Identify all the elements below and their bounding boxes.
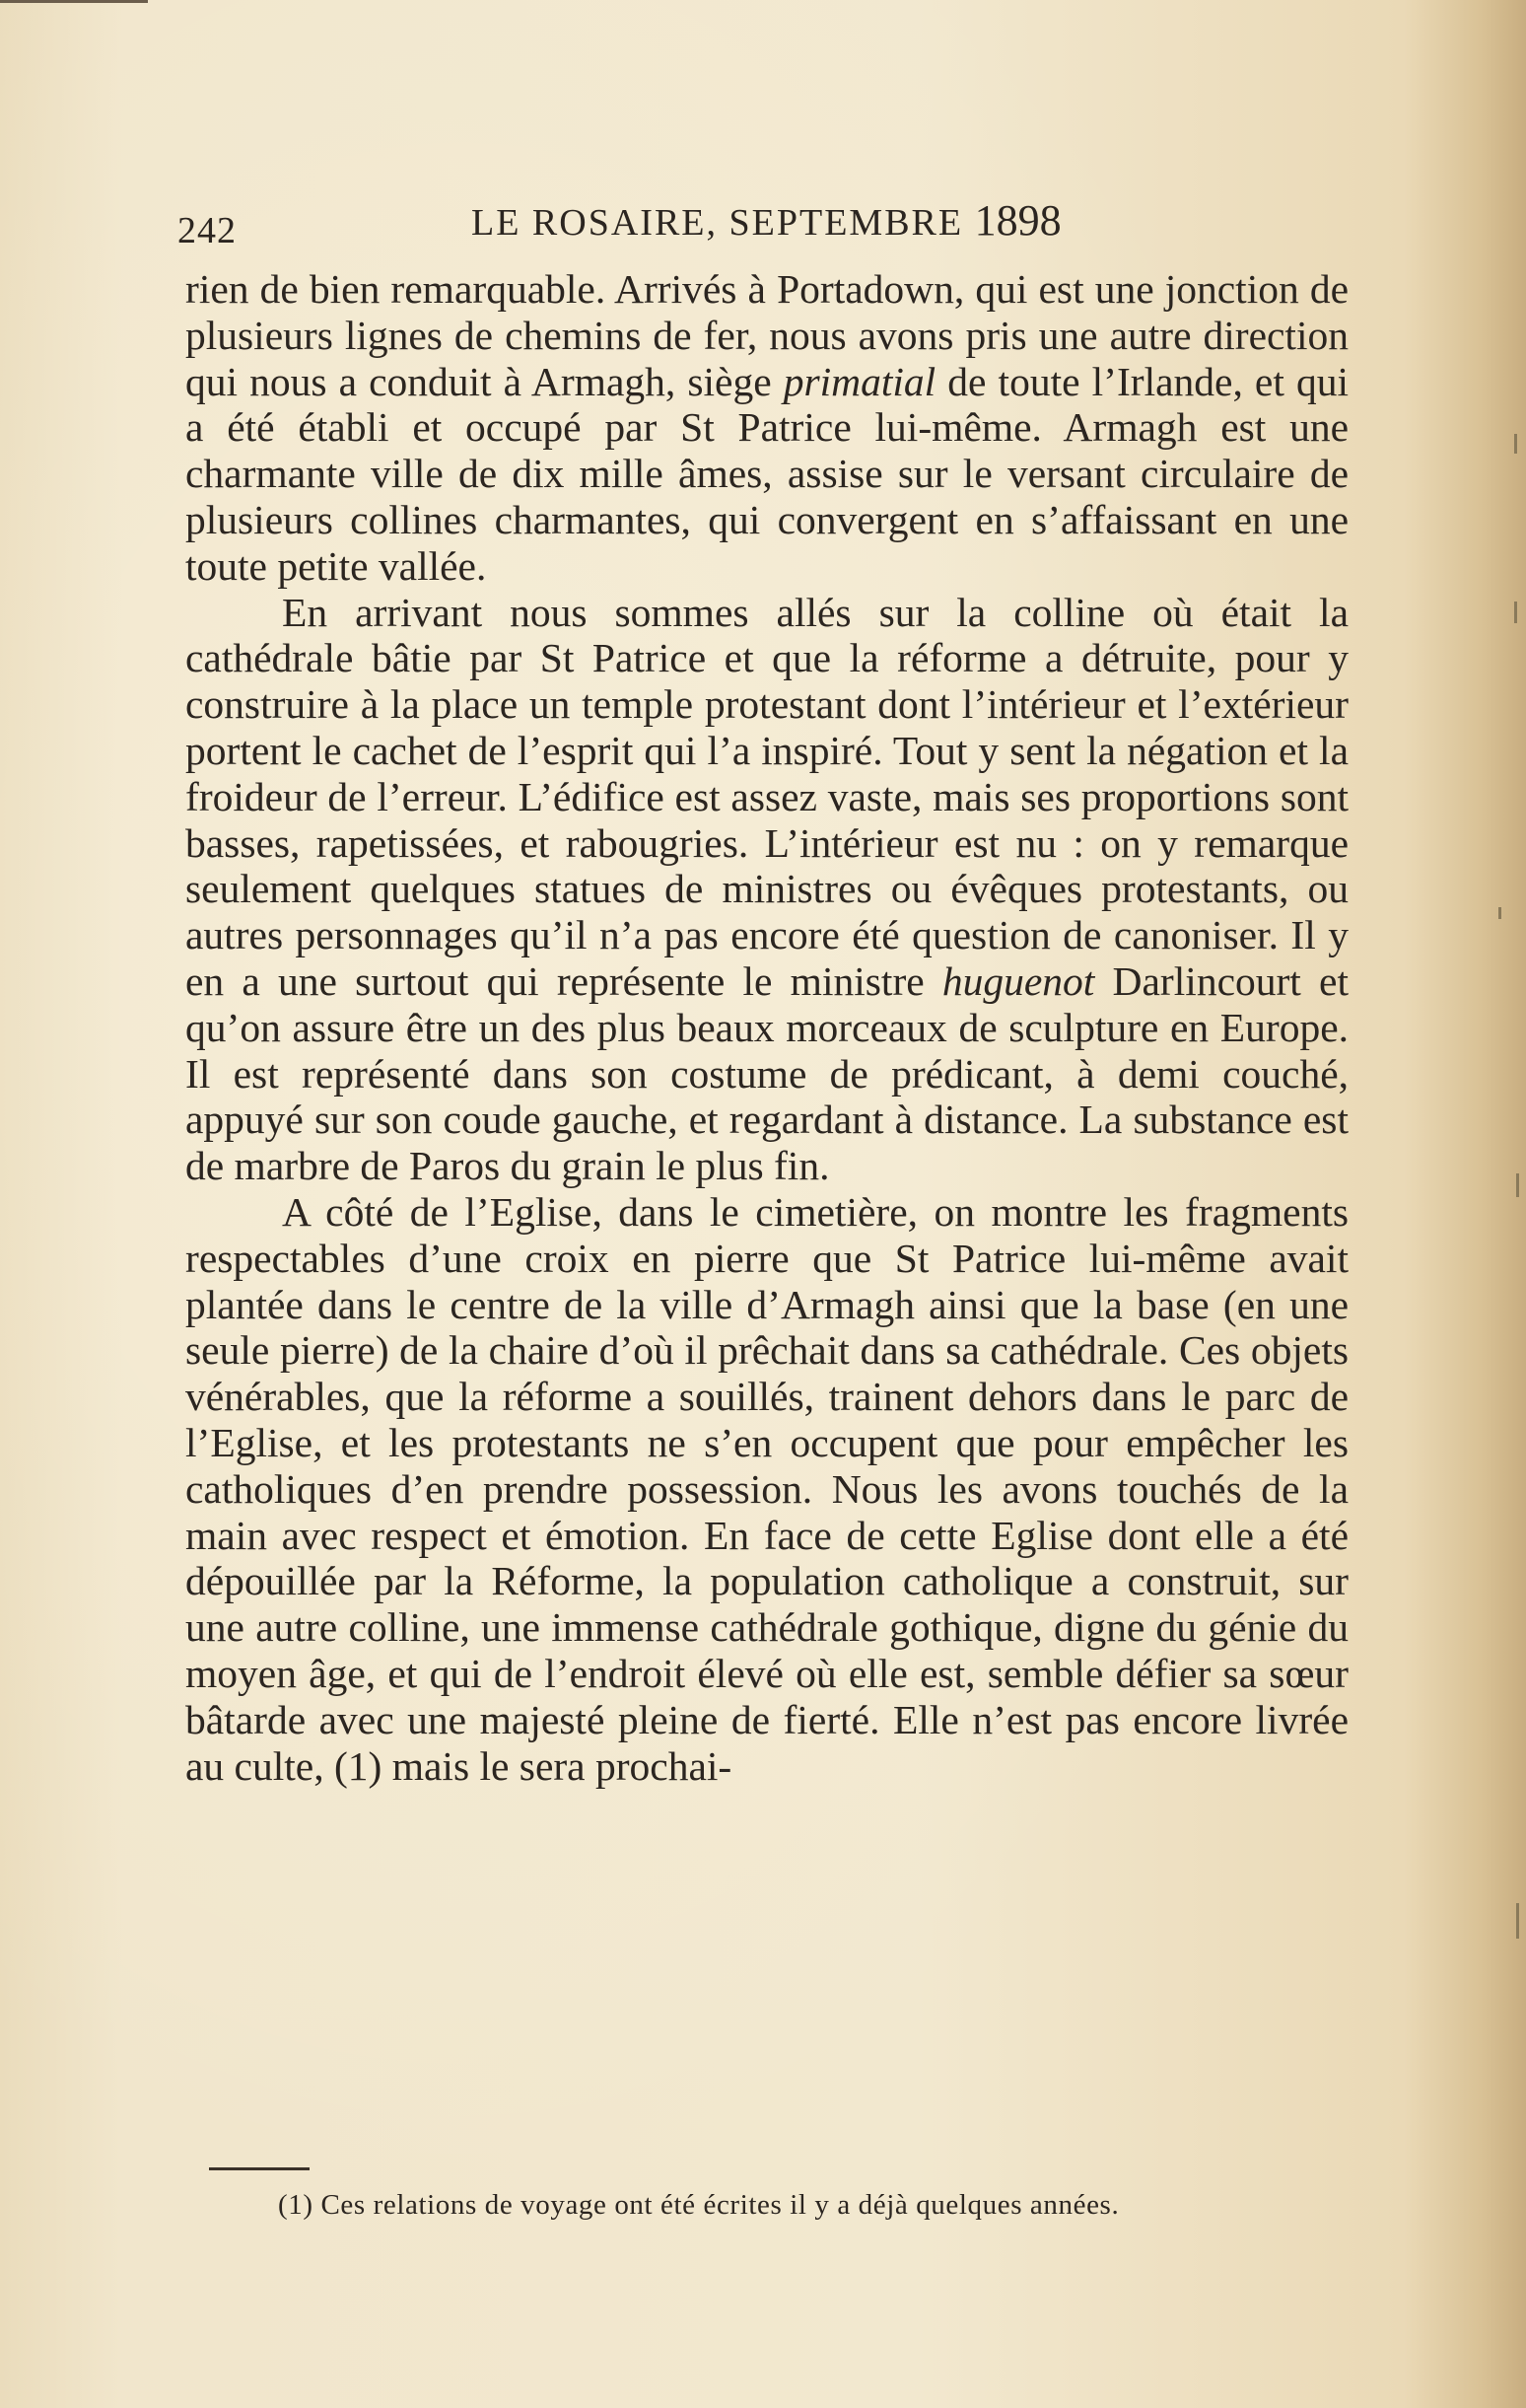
paragraph-1 (185, 266, 1349, 590)
paragraph-2-italic-word: huguenot (941, 957, 1095, 1004)
margin-speck (1516, 1173, 1519, 1197)
margin-speck (1514, 602, 1517, 623)
page-header (177, 195, 1360, 254)
running-title (471, 195, 1062, 246)
paragraph-2 (185, 590, 1349, 1189)
paragraph-2-text-a: En arrivant nous sommes allés sur la colline où était la cathédrale bâtie par St Patrice et que la réforme a détruite, pour y construire à la place un temple protestant dont l’intérieur et l’extérieur portent le cachet de l’esprit qui l’a inspiré. Tout y sent la négation et la froideur de l’erreur. L’édifice est assez vaste, mais ses proportions sont basses, rapetissées, et rabougries. L’intérieur est nu : on y remarque seulement quelques statues de ministres ou évêques protestants, ou autres personnages qu’il n’a pas encore été question de canoniser. Il y en a une surtout qui représente le ministre (185, 589, 1349, 1004)
top-edge-rule (0, 0, 148, 3)
running-title-text: LE ROSAIRE, SEPTEMBRE (471, 202, 964, 244)
paragraph-2-text-b: Darlincourt et qu’on assure être un des plus beaux morceaux de sculpture en Europe. Il est représenté dans son costume de prédicant, à demi couché, appuyé sur son coude gauche, et regardant à distance. La substance est de marbre de Paros du grain le plus fin. (185, 957, 1349, 1189)
paragraph-1-text-b: de toute l’Irlande, et qui a été établi et occupé par St Patrice lui-même. Armagh est une charmante ville de dix mille âmes, assise sur le versant circulaire de plusieurs collines charmantes, qui convergent en s’affaissant en une toute petite vallée. (185, 358, 1349, 589)
footnote: (1) Ces relations de voyage ont été écrites il y a déjà quelques années. (278, 2189, 1120, 2221)
paragraph-1-text-a: rien de bien remarquable. Arrivés à Portadown, qui est une jonction de plusieurs lignes de chemins de fer, nous avons pris une autre direction qui nous a conduit à Armagh, siège (185, 266, 1349, 404)
margin-speck (1516, 1903, 1519, 1939)
paragraph-3-text: A côté de l’Eglise, dans le cimetière, on montre les fragments respectables d’une croix en pierre que St Patrice lui-même avait plantée dans le centre de la ville d’Armagh ainsi que la base (en une seule pierre) de la chaire d’où il prêchait dans sa cathédrale. Ces objets vénérables, que la réforme a souillés, trainent dehors dans le parc de l’Eglise, et les protestants ne s’en occupent que pour empêcher les catholiques d’en prendre possession. Nous les avons touchés de la main avec respect et émotion. En face de cette Eglise dont elle a été dépouillée par la Réforme, la population catholique a construit, sur une autre colline, une immense cathédrale gothique, digne du génie du moyen âge, et qui de l’endroit élevé où elle est, semble défier sa sœur bâtarde avec une majesté pleine de fierté. Elle n’est pas encore livrée au culte, (1) mais le sera prochai- (185, 1188, 1349, 1789)
body-text (185, 266, 1349, 1789)
margin-speck (1514, 434, 1517, 454)
footnote-divider (209, 2167, 310, 2170)
paragraph-3 (185, 1189, 1349, 1789)
paragraph-1-italic-word: primatial (783, 358, 936, 404)
margin-speck (1498, 907, 1501, 919)
running-title-year: 1898 (974, 196, 1062, 245)
page-number: 242 (177, 210, 237, 251)
